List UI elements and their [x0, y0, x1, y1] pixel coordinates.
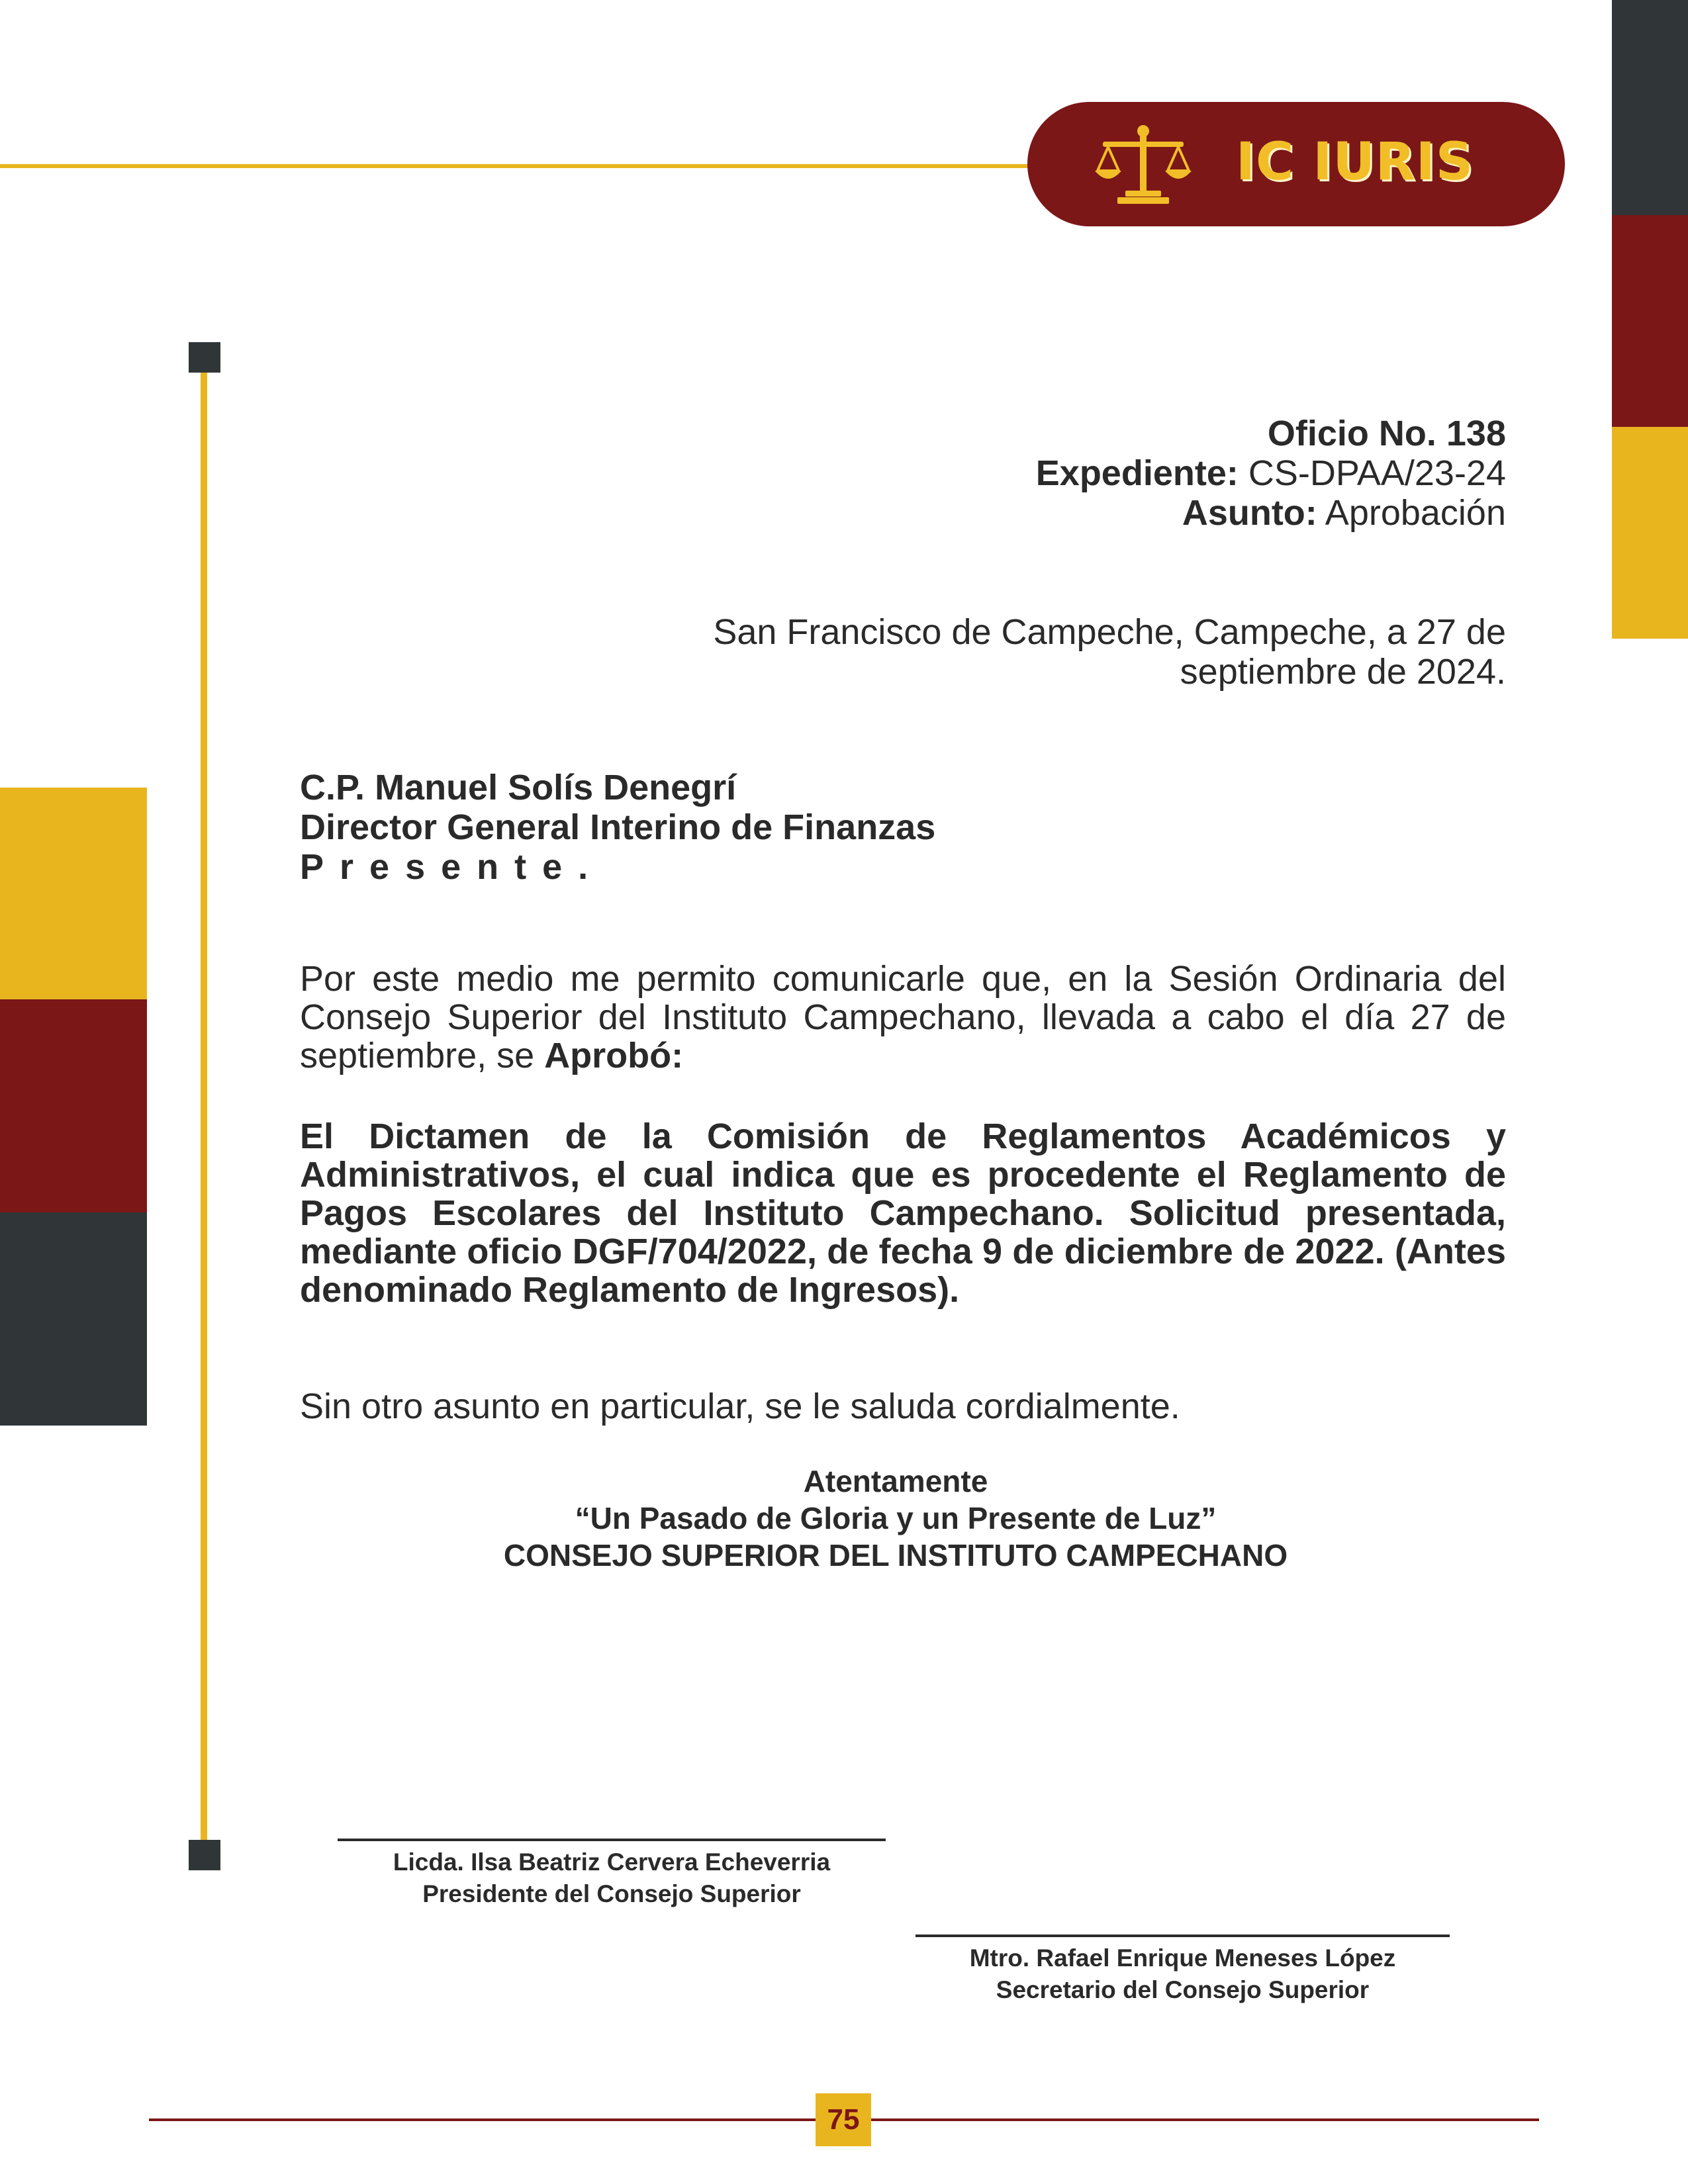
recipient-block	[300, 768, 935, 887]
header-rule	[0, 164, 1033, 168]
right-maroon-bar	[1612, 215, 1688, 427]
asunto-value: Aprobación	[1317, 493, 1506, 533]
right-yellow-bar	[1612, 427, 1688, 639]
asunto-label: Asunto:	[1182, 493, 1317, 533]
body-paragraph-3: Sin otro asunto en particular, se le saluda cordialmente.	[300, 1387, 1180, 1426]
body-paragraph-2: El Dictamen de la Comisión de Reglamentos Académicos y Administrativos, el cual indica que es procedente el Reglamento de Pagos Escolares del Instituto Campechano. Solicitud presentada, mediante oficio DGF/704/2022, de fecha 9 de diciembre de 2022. (Antes denominado Reglamento de Ingresos).	[300, 1116, 1506, 1310]
document-meta	[1036, 414, 1506, 533]
signer-1-role: Presidente del Consejo Superior	[422, 1880, 801, 1907]
body-p1-text: Por este medio me permito comunicarle que, en la Sesión Ordinaria del Consejo Superior del Instituto Campechano, llevada a cabo el día 27 de septiembre, se	[300, 959, 1506, 1075]
signer-1-name: Licda. Ilsa Beatriz Cervera Echeverria	[393, 1848, 831, 1876]
margin-rule-bottom-square	[189, 1840, 220, 1870]
signature-block-1	[331, 1846, 892, 1910]
signature-line-2	[915, 1934, 1450, 1937]
right-dark-bar	[1612, 0, 1688, 215]
expediente-label: Expediente:	[1035, 453, 1239, 493]
closing-block	[300, 1463, 1491, 1574]
body-p1-bold: Aprobó:	[544, 1036, 684, 1075]
recipient-title: Director General Interino de Finanzas	[300, 807, 936, 847]
scales-of-justice-icon	[1094, 123, 1193, 205]
left-dark-bar	[0, 1212, 147, 1426]
left-maroon-bar	[0, 999, 147, 1212]
recipient-presente: Presente.	[300, 847, 604, 887]
margin-rule-top-square	[189, 342, 220, 373]
body-paragraph-1	[300, 960, 1506, 1075]
closing-line-1: Atentamente	[803, 1464, 988, 1498]
oficio-number: Oficio No. 138	[1267, 414, 1506, 453]
recipient-name: C.P. Manuel Solís Denegrí	[300, 768, 737, 807]
brand-header	[1027, 102, 1565, 226]
date-place	[513, 612, 1506, 692]
signer-2-role: Secretario del Consejo Superior	[996, 1976, 1370, 2003]
expediente-value: CS-DPAA/23-24	[1238, 453, 1506, 493]
left-yellow-bar	[0, 788, 147, 999]
closing-institution: CONSEJO SUPERIOR DEL INSTITUTO CAMPECHANO	[503, 1538, 1288, 1572]
brand-name: IC IURIS	[1236, 132, 1474, 192]
date-line-2: septiembre de 2024.	[1180, 652, 1506, 692]
page-number: 75	[816, 2093, 871, 2146]
closing-motto: “Un Pasado de Gloria y un Presente de Luz”	[575, 1501, 1217, 1535]
signature-line-1	[338, 1839, 886, 1841]
date-line-1: San Francisco de Campeche, Campeche, a 27 de	[713, 612, 1506, 652]
signature-block-2	[909, 1942, 1456, 2006]
signer-2-name: Mtro. Rafael Enrique Meneses López	[969, 1944, 1396, 1972]
margin-rule	[201, 361, 207, 1850]
